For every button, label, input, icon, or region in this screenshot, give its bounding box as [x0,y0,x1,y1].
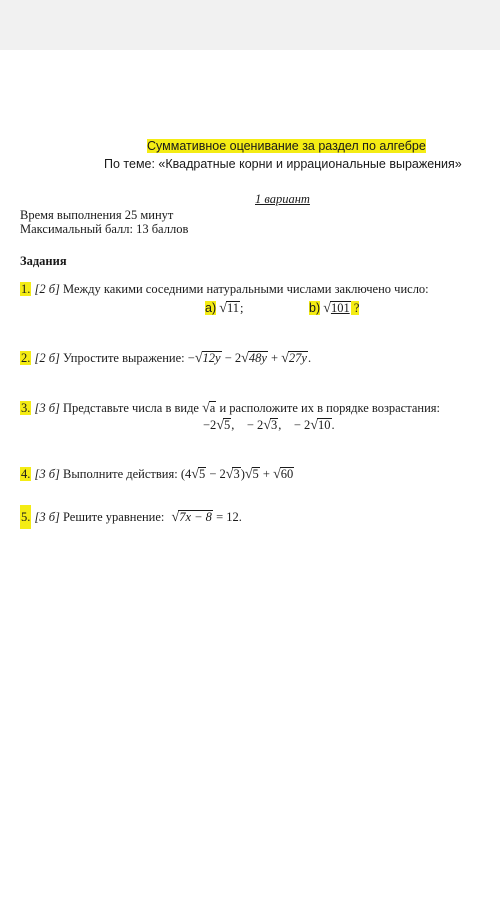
top-bar [0,0,500,50]
task-text: Выполните действия: [63,467,178,481]
task-3-numbers: −2√5, − 2√3, − 2√10. [203,418,335,433]
radicand: 11 [226,301,239,315]
task-points: [3 б] [34,401,60,415]
task-text: Упростите выражение: [63,351,185,365]
task-3: 3. [3 б] Представьте числа в виде √a и расположите их в порядке возрастания: [21,401,440,416]
task-number: 3. [21,401,31,415]
task-5: 5. [3 б] Решите уравнение: √7x − 8 = 12. [20,505,242,529]
radicand: 101 [330,301,350,315]
option-a-label: a) [205,301,217,315]
task-text: Решите уравнение: [63,510,165,524]
time-info: Время выполнения 25 минут [20,208,174,222]
option-b-label: b) [309,301,321,315]
task-1-option-a: a) √11; [205,301,244,316]
task-number: 1. [21,282,31,296]
task-text: Между какими соседними натуральными числами заключено число: [63,282,429,296]
max-score-info: Максимальный балл: 13 баллов [20,222,189,236]
task-2: 2. [2 б] Упростите выражение: −√12y − 2√48y + √27y. [21,351,312,366]
tasks-heading: Задания [20,254,67,268]
task-points: [2 б] [34,351,60,365]
task-number: 5. [20,505,31,529]
task-4: 4. [3 б] Выполните действия: (4√5 − 2√3)√5 + √60 [21,467,294,482]
task-number: 4. [21,467,31,481]
task-points: [2 б] [34,282,60,296]
task-points: [3 б] [34,467,60,481]
document-topic: По теме: «Квадратные корни и иррациональные выражения» [104,157,462,171]
document-title: Суммативное оценивание за раздел по алгебре [147,139,426,153]
task-points: [3 б] [34,510,60,524]
task-1 [20,282,429,297]
task-number: 2. [21,351,31,365]
variant-label: 1 вариант [255,192,310,206]
task-1-option-b: b) √101 ? [309,301,360,316]
